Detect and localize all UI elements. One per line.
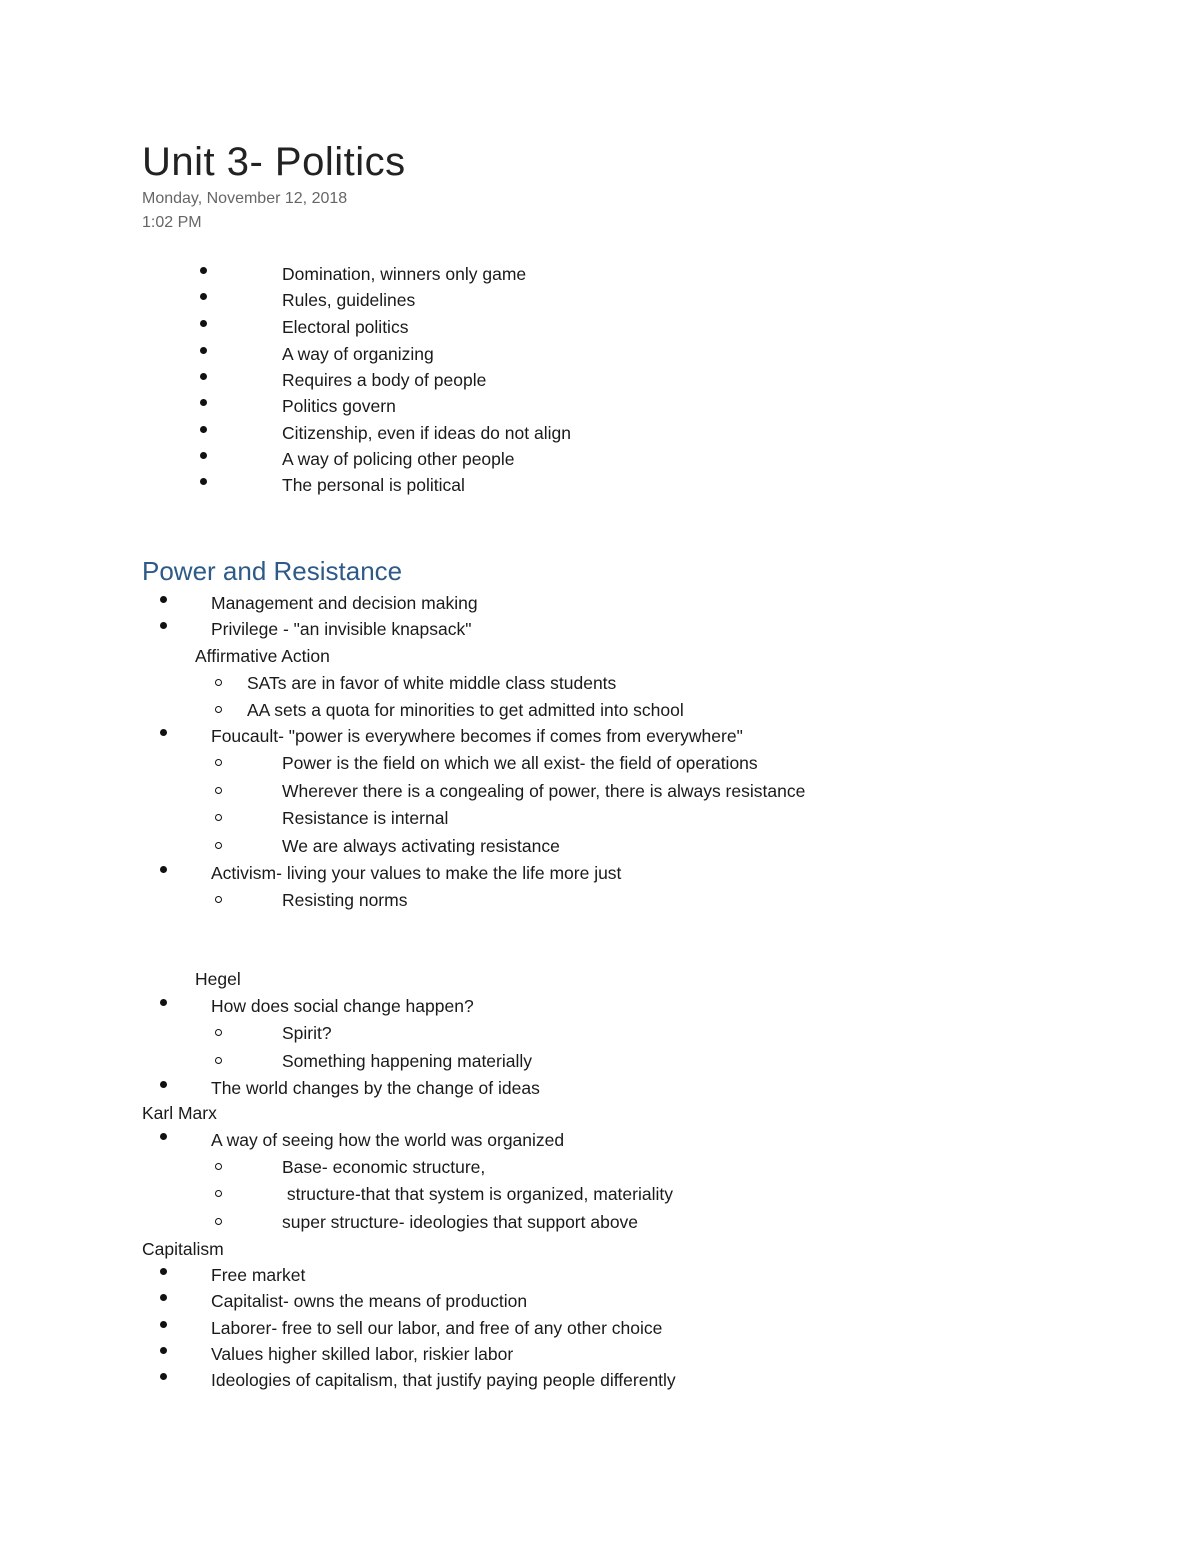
list-item: Requires a body of people	[282, 370, 487, 390]
bullet-icon	[200, 293, 207, 300]
list-item: Wherever there is a congealing of power, there is always resistance	[282, 781, 806, 801]
bullet-icon	[160, 596, 167, 603]
subheading-hegel: Hegel	[195, 969, 241, 989]
list-item: How does social change happen?	[211, 996, 474, 1016]
bullet-icon	[160, 1347, 167, 1354]
circle-bullet-icon	[215, 896, 222, 903]
list-item: Rules, guidelines	[282, 290, 416, 310]
circle-bullet-icon	[215, 1057, 222, 1064]
list-item: Free market	[211, 1265, 306, 1285]
list-item: SATs are in favor of white middle class students	[247, 673, 617, 693]
circle-bullet-icon	[215, 679, 222, 686]
bullet-icon	[160, 1133, 167, 1140]
bullet-icon	[160, 1294, 167, 1301]
circle-bullet-icon	[215, 1218, 222, 1225]
bullet-icon	[200, 399, 207, 406]
list-item: Management and decision making	[211, 593, 478, 613]
bullet-icon	[160, 622, 167, 629]
list-item: Ideologies of capitalism, that justify paying people differently	[211, 1370, 676, 1390]
list-item: Capitalist- owns the means of production	[211, 1291, 528, 1311]
bullet-icon	[200, 478, 207, 485]
bullet-icon	[160, 1268, 167, 1275]
circle-bullet-icon	[215, 787, 222, 794]
bullet-icon	[200, 347, 207, 354]
list-item: structure-that that system is organized, materiality	[282, 1184, 673, 1204]
circle-bullet-icon	[215, 1163, 222, 1170]
list-item: super structure- ideologies that support above	[282, 1212, 639, 1232]
bullet-icon	[200, 320, 207, 327]
bullet-icon	[160, 1321, 167, 1328]
note-date: Monday, November 12, 2018	[142, 190, 348, 207]
list-item: Resisting norms	[282, 890, 408, 910]
bullet-icon	[200, 267, 207, 274]
list-item: Values higher skilled labor, riskier labor	[211, 1344, 514, 1364]
list-item: Spirit?	[282, 1023, 332, 1043]
bullet-icon	[160, 1081, 167, 1088]
list-item: Foucault- "power is everywhere becomes if comes from everywhere"	[211, 726, 743, 746]
list-item: The world changes by the change of ideas	[211, 1078, 540, 1098]
circle-bullet-icon	[215, 1029, 222, 1036]
subheading-capitalism: Capitalism	[142, 1239, 224, 1259]
list-item: Activism- living your values to make the life more just	[211, 863, 622, 883]
bullet-icon	[200, 373, 207, 380]
bullet-icon	[200, 426, 207, 433]
list-item: Something happening materially	[282, 1051, 533, 1071]
list-item: A way of seeing how the world was organized	[211, 1130, 565, 1150]
list-item: We are always activating resistance	[282, 836, 560, 856]
list-item: Citizenship, even if ideas do not align	[282, 423, 571, 443]
list-item: Electoral politics	[282, 317, 409, 337]
list-item: Politics govern	[282, 396, 396, 416]
list-item: The personal is political	[282, 475, 465, 495]
section-heading-power: Power and Resistance	[142, 556, 403, 586]
list-item: Power is the field on which we all exist- the field of operations	[282, 753, 758, 773]
list-item: Base- economic structure,	[282, 1157, 486, 1177]
list-item: Privilege - "an invisible knapsack"	[211, 619, 472, 639]
circle-bullet-icon	[215, 759, 222, 766]
bullet-icon	[160, 999, 167, 1006]
bullet-icon	[160, 866, 167, 873]
list-item: A way of policing other people	[282, 449, 515, 469]
circle-bullet-icon	[215, 814, 222, 821]
list-item: A way of organizing	[282, 344, 434, 364]
list-item: Laborer- free to sell our labor, and free of any other choice	[211, 1318, 663, 1338]
circle-bullet-icon	[215, 706, 222, 713]
bullet-icon	[160, 729, 167, 736]
subheading-affirmative-action: Affirmative Action	[195, 646, 330, 666]
note-time: 1:02 PM	[142, 214, 202, 231]
circle-bullet-icon	[215, 842, 222, 849]
list-item: AA sets a quota for minorities to get admitted into school	[247, 700, 684, 720]
bullet-icon	[200, 452, 207, 459]
bullet-icon	[160, 1373, 167, 1380]
page-title: Unit 3- Politics	[142, 140, 406, 184]
list-item: Resistance is internal	[282, 808, 449, 828]
list-item: Domination, winners only game	[282, 264, 527, 284]
subheading-karl-marx: Karl Marx	[142, 1103, 217, 1123]
circle-bullet-icon	[215, 1190, 222, 1197]
